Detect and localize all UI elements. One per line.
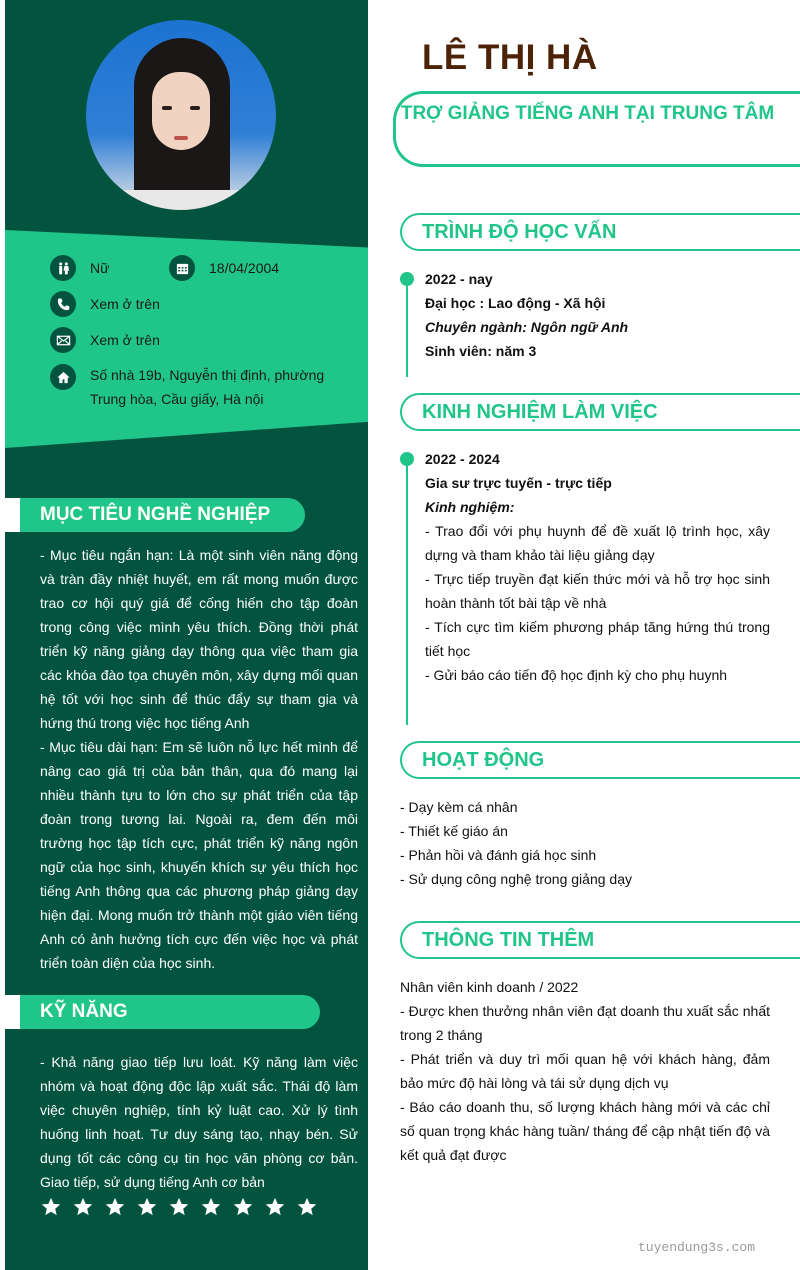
additional-subtitle: Nhân viên kinh doanh / 2022	[400, 979, 579, 995]
star-icon	[136, 1196, 158, 1218]
education-major: Chuyên ngành: Ngôn ngữ Anh	[425, 319, 629, 335]
experience-period: 2022 - 2024	[425, 451, 500, 467]
email-value: Xem ở trên	[90, 332, 160, 348]
star-icon	[200, 1196, 222, 1218]
timeline-line	[406, 460, 408, 725]
experience-item: - Tích cực tìm kiếm phương pháp tăng hứng thú trong tiết học	[425, 619, 770, 659]
activity-item: - Phản hồi và đánh giá học sinh	[400, 847, 597, 863]
objective-short-term: - Mục tiêu ngắn hạn: Là một sinh viên năng động và tràn đầy nhiệt huyết, em rất mong muốn được trao cơ hội quý giá để cống hiến cho tập đoàn trong công việc mình yêu thích. Đồng thời phát triển kỹ năng giảng dạy thông qua việc tham gia các khóa đào tọa chuyên môn, xây dựng mối quan hệ tốt với học sinh để thúc đẩy sự tham gia và hứng thú trong việc học tiếng Anh	[40, 547, 358, 731]
additional-heading: THÔNG TIN THÊM	[400, 921, 800, 959]
gender-icon	[50, 255, 76, 281]
contact-gender	[50, 255, 109, 281]
star-icon	[264, 1196, 286, 1218]
experience-label: Kinh nghiệm:	[425, 499, 515, 515]
address-value: Số nhà 19b, Nguyễn thị định, phường Trung hòa, Cầu giấy, Hà nội	[90, 367, 325, 407]
contact-email	[50, 327, 160, 353]
avatar-lips	[174, 136, 188, 140]
additional-list	[400, 975, 770, 1167]
education-entry	[425, 267, 770, 363]
activities-list	[400, 795, 770, 891]
activity-item: - Dạy kèm cá nhân	[400, 799, 518, 815]
email-icon	[50, 327, 76, 353]
skills-heading: KỸ NĂNG	[20, 995, 320, 1029]
activity-item: - Sử dụng công nghệ trong giảng dạy	[400, 871, 632, 887]
star-icon	[296, 1196, 318, 1218]
heading-notch	[5, 995, 20, 1029]
star-icon	[104, 1196, 126, 1218]
timeline-line	[406, 280, 408, 377]
activities-heading: HOẠT ĐỘNG	[400, 741, 800, 779]
phone-icon	[50, 291, 76, 317]
avatar	[86, 20, 276, 210]
avatar-eye	[162, 106, 172, 110]
experience-item: - Trực tiếp truyền đạt kiến thức mới và hỗ trợ học sinh hoàn thành tốt bài tập về nhà	[425, 571, 770, 611]
additional-item: - Báo cáo doanh thu, số lượng khách hàng mới và các chỉ số quan trọng khác hàng tuần/ tháng để cập nhật tiến độ và kết quả đạt được	[400, 1099, 770, 1163]
star-icon	[232, 1196, 254, 1218]
job-title: TRỢ GIẢNG TIẾNG ANH TẠI TRUNG TÂM	[400, 103, 775, 124]
star-icon	[72, 1196, 94, 1218]
experience-item: - Trao đổi với phụ huynh để đề xuất lộ trình học, xây dựng và tham khảo tài liệu giảng dạy	[425, 523, 770, 563]
experience-entry	[425, 447, 770, 687]
additional-item: - Phát triển và duy trì mối quan hệ với khách hàng, đảm bảo mức độ hài lòng và tái sử dụng dịch vụ	[400, 1051, 770, 1091]
heading-notch	[5, 498, 20, 532]
experience-role: Gia sư trực tuyến - trực tiếp	[425, 475, 612, 491]
birthday-value: 18/04/2004	[209, 260, 280, 276]
watermark: tuyendung3s.com	[638, 1240, 756, 1255]
star-icon	[168, 1196, 190, 1218]
additional-item: - Được khen thưởng nhân viên đạt doanh thu xuất sắc nhất trong 2 tháng	[400, 1003, 770, 1043]
activity-item: - Thiết kế giáo án	[400, 823, 508, 839]
candidate-name: LÊ THỊ HÀ	[422, 38, 598, 77]
skills-text: - Khả năng giao tiếp lưu loát. Kỹ năng làm việc nhóm và hoạt động độc lập xuất sắc. Thái độ làm việc chuyên nghiệp, tính kỷ luật cao. Xử lý tình huống linh hoạt. Tư duy sáng tạo, nhạy bén. Sử dụng tốt các công cụ tin học văn phòng cơ bản. Giao tiếp, sử dụng tiếng Anh cơ bản	[40, 1054, 358, 1190]
home-icon	[50, 364, 76, 390]
objective-heading: MỤC TIÊU NGHỀ NGHIỆP	[20, 498, 305, 532]
education-heading: TRÌNH ĐỘ HỌC VẤN	[400, 213, 800, 251]
phone-value: Xem ở trên	[90, 296, 160, 312]
education-period: 2022 - nay	[425, 271, 493, 287]
skills-rating	[40, 1196, 318, 1218]
avatar-shirt	[116, 190, 246, 210]
contact-phone	[50, 291, 160, 317]
experience-heading: KINH NGHIỆM LÀM VIỆC	[400, 393, 800, 431]
star-icon	[40, 1196, 62, 1218]
experience-item: - Gửi báo cáo tiến độ học định kỳ cho phụ huynh	[425, 667, 728, 683]
gender-value: Nữ	[90, 260, 110, 276]
education-school: Đại học : Lao động - Xã hội	[425, 295, 606, 311]
contact-birthday	[169, 255, 279, 281]
education-status: Sinh viên: năm 3	[425, 343, 537, 359]
calendar-icon	[169, 255, 195, 281]
avatar-eye	[190, 106, 200, 110]
objective-long-term: - Mục tiêu dài hạn: Em sẽ luôn nỗ lực hết mình để nâng cao giá trị của bản thân, qua đó mang lại nhiều thành tựu to lớn cho sự phát triển của tập đoàn trong tương lai. Ngoài ra, đem đến môi trường học tập tích cực, phát triển kỹ năng ngôn ngữ của học sinh, khuyến khích sự yêu thích học tiếng Anh thông qua các phương pháp giảng dạy hiện đại. Mong muốn trở thành một giáo viên tiếng Anh có ảnh hưởng tích cực đến việc học và phát triển toàn diện của học sinh.	[40, 739, 358, 971]
contact-address	[50, 364, 340, 411]
